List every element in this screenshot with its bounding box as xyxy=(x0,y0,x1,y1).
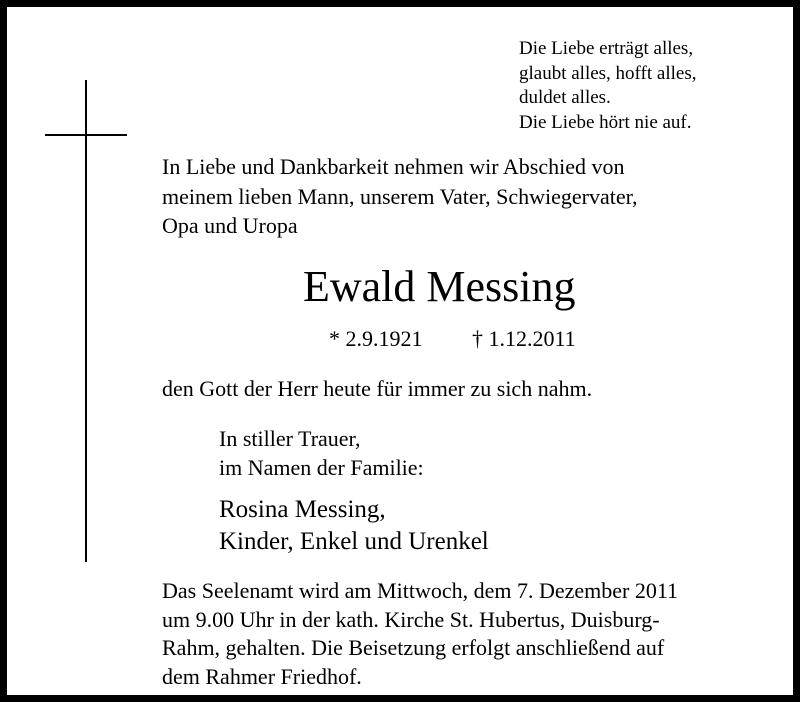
farewell-intro-line: meinem lieben Mann, unserem Vater, Schwiegervater, xyxy=(162,183,638,209)
farewell-intro-line: Opa und Uropa xyxy=(162,213,298,238)
service-info-line: Das Seelenamt wird am Mittwoch, dem 7. Dezember 2011 xyxy=(162,578,679,603)
farewell-intro xyxy=(162,152,638,241)
deceased-name: Ewald Messing xyxy=(303,262,576,311)
farewell-intro-line: In Liebe und Dankbarkeit nehmen wir Abschied von xyxy=(162,154,625,179)
service-info-line: um 9.00 Uhr in der kath. Kirche St. Hubertus, Duisburg- xyxy=(162,606,660,632)
bible-verse xyxy=(519,37,696,135)
mourning-note xyxy=(219,425,424,482)
mourning-note-line: In stiller Trauer, xyxy=(219,426,361,451)
service-info-line: dem Rahmer Friedhof. xyxy=(162,664,362,690)
bible-verse-line: duldet alles. xyxy=(519,87,611,108)
bible-verse-line: glaubt alles, hofft alles, xyxy=(519,62,697,84)
service-info-line: Rahm, gehalten. Die Beisetzung erfolgt anschließend auf xyxy=(162,635,665,661)
funeral-service-info xyxy=(162,577,678,692)
passing-statement: den Gott der Herr heute für immer zu sich nahm. xyxy=(162,376,593,401)
survivors-list xyxy=(219,494,489,558)
survivors-line: Rosina Messing, xyxy=(219,496,386,523)
mourning-note-line: im Namen der Familie: xyxy=(219,454,424,480)
bible-verse-line: Die Liebe hört nie auf. xyxy=(519,111,692,133)
cross-icon-bar xyxy=(45,134,127,136)
bible-verse-line: Die Liebe erträgt alles, xyxy=(519,38,694,59)
death-date: † 1.12.2011 xyxy=(472,326,576,351)
birth-date: * 2.9.1921 xyxy=(329,326,423,351)
cross-icon xyxy=(85,80,87,562)
survivors-line: Kinder, Enkel und Urenkel xyxy=(219,528,489,555)
